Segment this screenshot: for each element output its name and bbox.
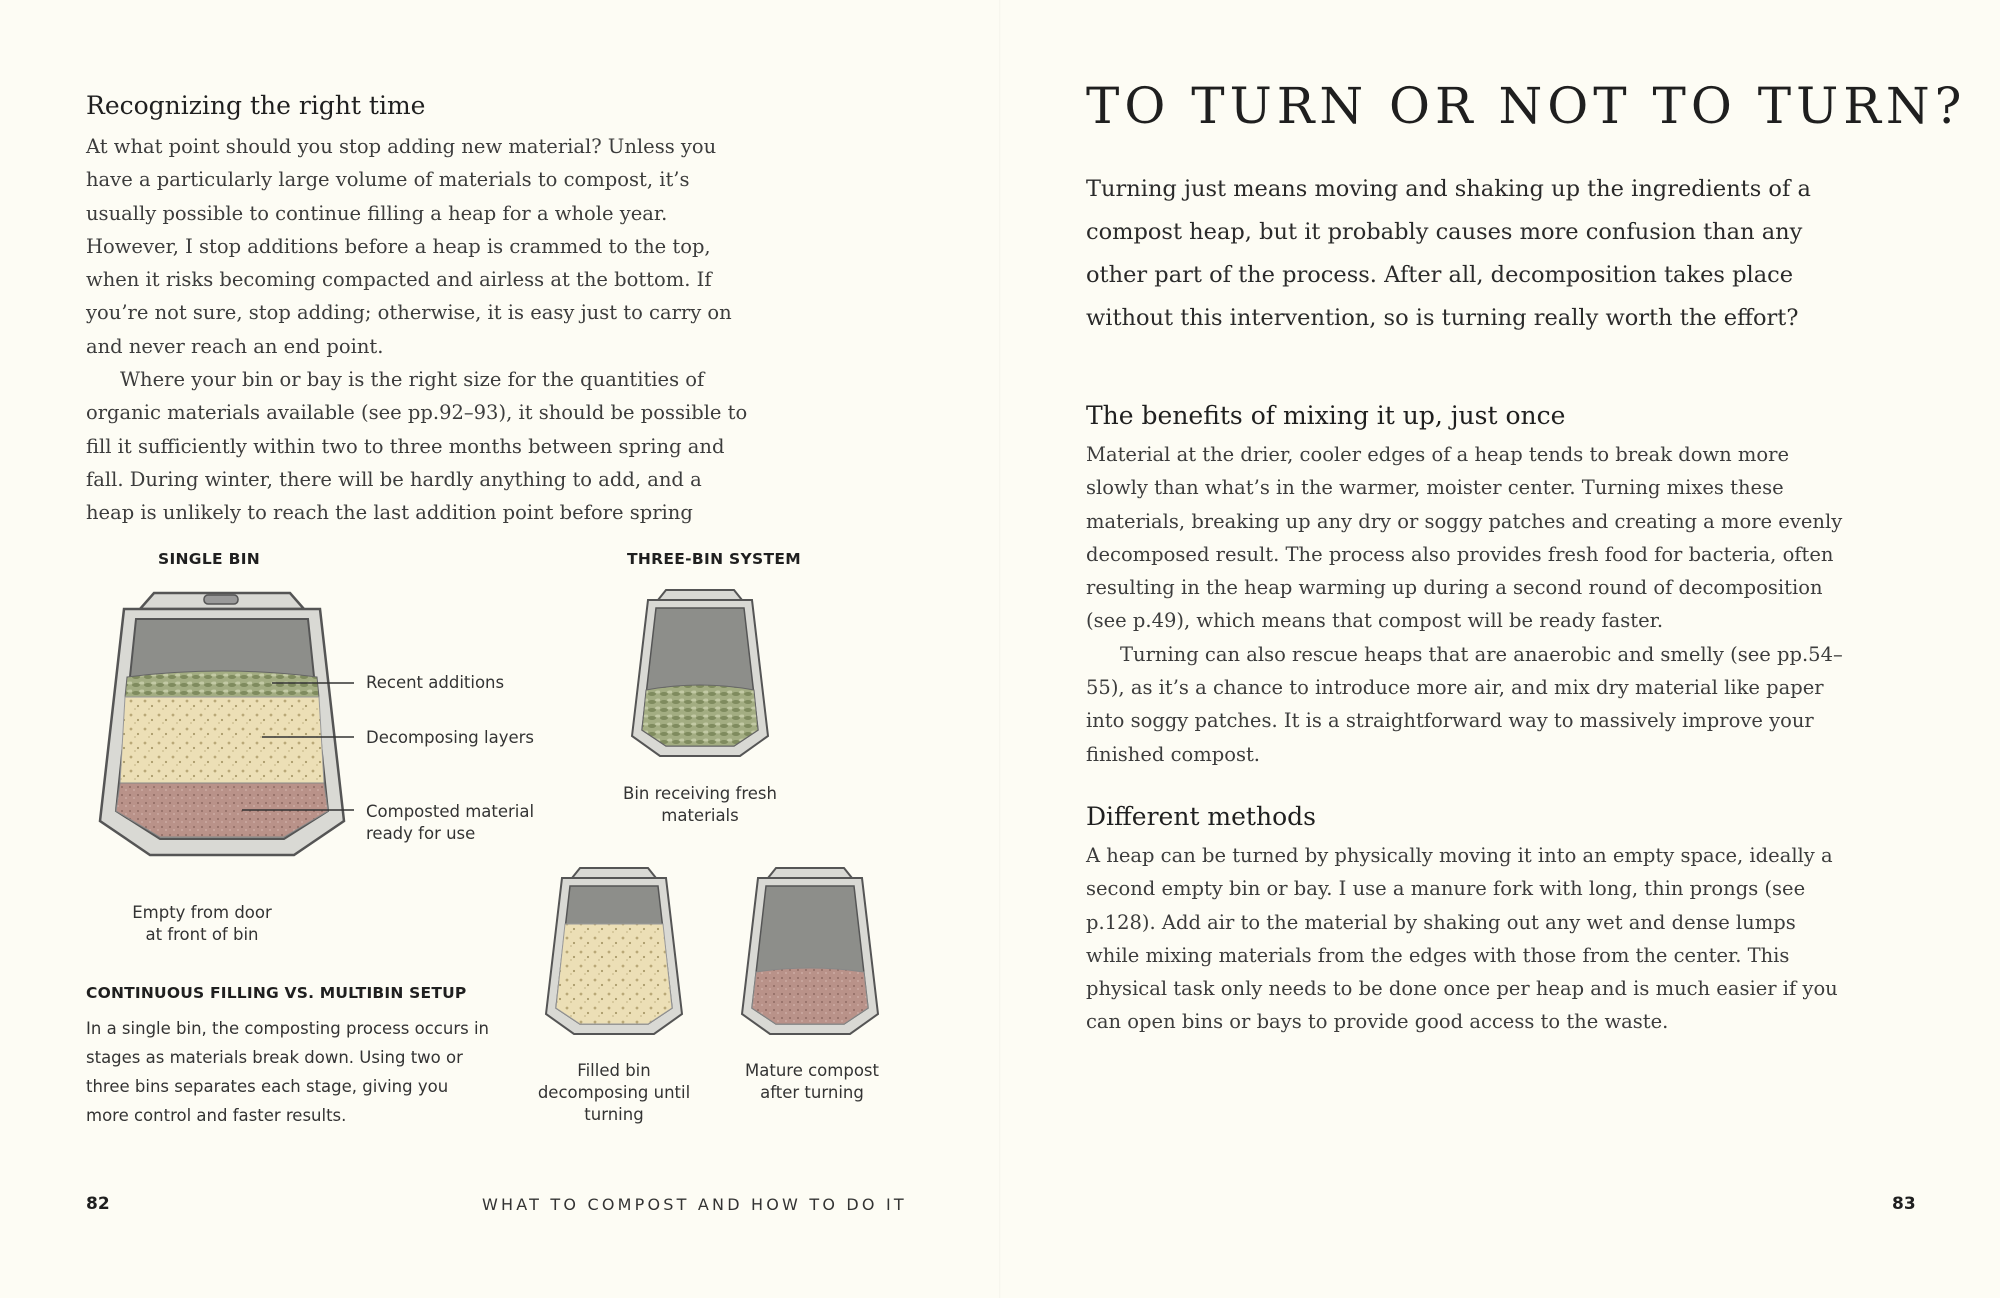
multibin-text: In a single bin, the composting process occurs in stages as materials break down. Using two or three bins separates each stage, giving you more control and faster results. — [86, 1019, 489, 1125]
right-text-column — [1086, 72, 1967, 1039]
caption-filled-line2: decomposing until — [537, 1083, 691, 1102]
multibin-heading: CONTINUOUS FILLING VS. MULTIBIN SETUP — [86, 984, 467, 1002]
left-heading: Recognizing the right time — [86, 91, 426, 120]
caption-receiving-line1: Bin receiving fresh — [623, 784, 777, 803]
caption-filled-line3: turning — [584, 1105, 644, 1124]
three-bin-label: THREE-BIN SYSTEM — [627, 550, 801, 568]
callout-decomposing-layers: Decomposing layers — [366, 728, 535, 747]
callout-recent-additions: Recent additions — [366, 673, 505, 692]
section1-heading: The benefits of mixing it up, just once — [1086, 401, 1566, 430]
callout-composted-line1: Composted material — [366, 802, 535, 821]
caption-receiving-line2: materials — [661, 806, 739, 825]
left-page-number: 82 — [86, 1194, 110, 1214]
single-bin-label: SINGLE BIN — [158, 550, 261, 568]
caption-filled-line1: Filled bin — [577, 1061, 651, 1080]
caption-mature-line2: after turning — [760, 1083, 864, 1102]
bin-mature-illustration — [732, 864, 888, 1046]
running-head: WHAT TO COMPOST AND HOW TO DO IT — [482, 1195, 907, 1214]
single-bin-illustration — [72, 585, 372, 885]
section1-paragraph-2: Turning can also rescue heaps that are anaerobic and smelly (see pp.54–55), as it’s a chance to introduce more air, and mix dry material like paper into soggy patches. It is a straightforward way to massively improve your finished compost. — [1086, 642, 1843, 766]
section1-paragraph-1: Material at the drier, cooler edges of a heap tends to break down more slowly than what’s in the warmer, moister center. Turning mixes these materials, breaking up any dry or soggy patches and creating a more evenly decomposed result. The process also provides fresh food for bacteria, often resulting in the heap warming up during a second round of decomposition (see p.49), which means that compost will be ready faster. — [1086, 443, 1843, 633]
intro-paragraph: Turning just means moving and shaking up the ingredients of a compost heap, but it probably causes more confusion than any other part of the process. After all, decomposition takes place without this intervention, so is turning really worth the effort? — [1086, 176, 1811, 331]
page-title: TO TURN OR NOT TO TURN? — [1086, 77, 1967, 135]
left-paragraph-2: Where your bin or bay is the right size for the quantities of organic materials available (see pp.92–93), it should be possible to fill it sufficiently within two to three months between spring and fall. During winter, there will be hardly anything to add, and a heap is unlikely to reach the last addition point before spring — [86, 368, 748, 525]
callout-composted-line2: ready for use — [366, 824, 476, 843]
caption-empty-line2: at front of bin — [145, 925, 259, 944]
bin-filled-illustration — [536, 864, 692, 1046]
page-gutter — [999, 0, 1001, 1298]
bin-receiving-illustration — [624, 586, 776, 768]
caption-empty-line1: Empty from door — [132, 903, 272, 922]
left-paragraph-1: At what point should you stop adding new material? Unless you have a particularly large volume of materials to compost, it’s usually possible to continue filling a heap for a whole year. However, I stop additions before a heap is crammed to the top, when it risks becoming compacted and airless at the bottom. If you’re not sure, stop adding; otherwise, it is easy just to carry on and never reach an end point. — [86, 135, 732, 358]
section2-paragraph-1: A heap can be turned by physically moving it into an empty space, ideally a second empty bin or bay. I use a manure fork with long, thin prongs (see p.128). Add air to the material by shaking out any wet and dense lumps while mixing materials from the edges with those from the center. This physical task only needs to be done once per heap and is much easier if you can open bins or bays to provide good access to the waste. — [1086, 843, 1838, 1034]
left-text-column — [86, 88, 756, 530]
caption-mature-line1: Mature compost — [745, 1061, 879, 1080]
section2-heading: Different methods — [1086, 801, 1316, 831]
right-page-number: 83 — [1892, 1194, 1916, 1214]
